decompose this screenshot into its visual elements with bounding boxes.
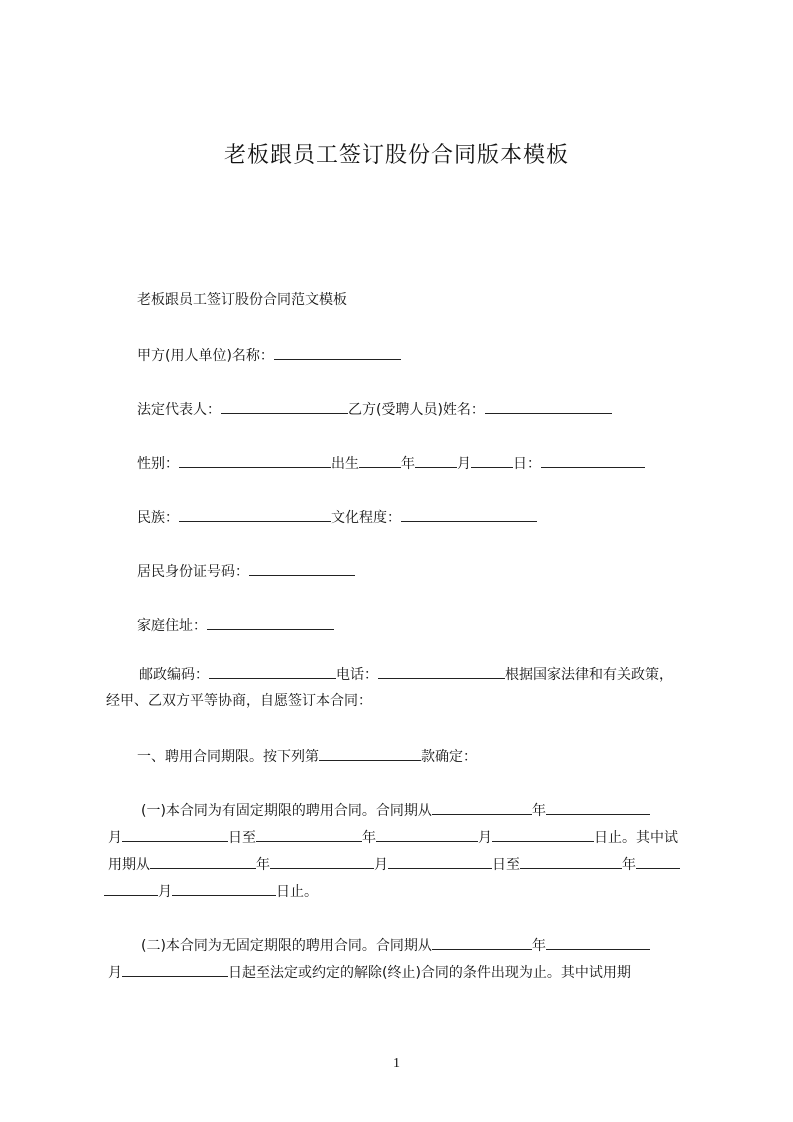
born-label: 出生	[331, 456, 359, 472]
birth-extra-blank[interactable]	[541, 452, 645, 468]
probation-end-month-blank-cont[interactable]	[104, 880, 158, 896]
fixed-start-year-blank[interactable]	[432, 799, 532, 815]
fixed-start-month-blank[interactable]	[546, 799, 650, 815]
id-label: 居民身份证号码：	[137, 564, 249, 580]
fixed-text-4b: 日止。	[276, 884, 318, 900]
birth-year-blank[interactable]	[359, 452, 401, 468]
subtitle: 老板跟员工签订股份合同范文模板	[137, 292, 347, 308]
legal-rep-blank[interactable]	[221, 398, 348, 414]
id-blank[interactable]	[249, 560, 355, 576]
term-clause-blank[interactable]	[319, 745, 421, 761]
term-label: 一、聘用合同期限。按下列第	[137, 749, 319, 765]
party-a-label: 甲方(用人单位)名称：	[137, 348, 274, 364]
fixed-text-1a: (一)本合同为有固定期限的聘用合同。合同期从	[141, 803, 432, 819]
fixed-text-1b: 年	[531, 803, 546, 819]
fixed-text-4a: 月	[158, 884, 172, 900]
document-title: 老板跟员工签订股份合同版本模板	[223, 143, 569, 168]
fixed-text-3c: 月	[374, 857, 388, 873]
page-number: 1	[393, 1056, 400, 1071]
gender-line	[137, 452, 645, 474]
party-a-line	[137, 344, 401, 366]
ethnicity-blank[interactable]	[179, 506, 331, 522]
open-text-1a: (二)本合同为无固定期限的聘用合同。合同期从	[141, 938, 432, 954]
postal-line	[139, 663, 673, 685]
open-line-1	[141, 934, 650, 956]
party-b-blank[interactable]	[485, 398, 612, 414]
phone-label: 电话：	[336, 667, 378, 683]
fixed-start-day-blank[interactable]	[122, 826, 228, 842]
fixed-text-3a: 用期从	[108, 857, 150, 873]
birth-day-blank[interactable]	[471, 452, 513, 468]
probation-end-month-blank[interactable]	[636, 853, 680, 869]
open-text-2a: 月	[108, 965, 122, 981]
year-label: 年	[401, 456, 415, 472]
fixed-end-day-blank[interactable]	[492, 826, 594, 842]
probation-end-year-blank[interactable]	[520, 853, 622, 869]
legal-rep-label: 法定代表人：	[137, 402, 221, 418]
phone-blank[interactable]	[378, 663, 505, 679]
fixed-line-4	[104, 880, 318, 902]
postal-blank[interactable]	[209, 663, 336, 679]
fixed-text-3e: 年	[622, 857, 636, 873]
fixed-line-2	[108, 826, 678, 848]
education-blank[interactable]	[401, 506, 537, 522]
open-start-month-blank[interactable]	[546, 934, 650, 950]
legal-rep-line	[137, 398, 612, 420]
address-blank[interactable]	[207, 614, 334, 630]
open-start-day-blank[interactable]	[122, 961, 228, 977]
fixed-text-2e: 日止。其中试	[594, 830, 678, 846]
open-start-year-blank[interactable]	[432, 934, 532, 950]
ethnicity-line	[137, 506, 537, 528]
fixed-text-2d: 月	[478, 830, 492, 846]
address-label: 家庭住址：	[137, 618, 207, 634]
fixed-line-1	[141, 799, 650, 821]
fixed-text-3d: 日至	[492, 857, 520, 873]
fixed-line-3	[108, 853, 680, 875]
fixed-text-3b: 年	[256, 857, 270, 873]
probation-start-year-blank[interactable]	[150, 853, 256, 869]
probation-start-day-blank[interactable]	[388, 853, 492, 869]
term-line	[137, 745, 477, 767]
fixed-end-month-blank[interactable]	[376, 826, 478, 842]
open-line-2	[108, 961, 631, 983]
probation-end-day-blank[interactable]	[172, 880, 276, 896]
party-b-label: 乙方(受聘人员)姓名：	[348, 402, 485, 418]
open-text-1b: 年	[531, 938, 546, 954]
education-label: 文化程度：	[331, 510, 401, 526]
probation-start-month-blank[interactable]	[270, 853, 374, 869]
birth-month-blank[interactable]	[415, 452, 457, 468]
fixed-text-2c: 年	[362, 830, 376, 846]
fixed-text-2b: 日至	[228, 830, 256, 846]
fixed-end-year-blank[interactable]	[256, 826, 362, 842]
gender-blank[interactable]	[179, 452, 331, 468]
fixed-text-2a: 月	[108, 830, 122, 846]
id-line	[137, 560, 355, 582]
gender-label: 性别：	[137, 456, 179, 472]
ethnicity-label: 民族：	[137, 510, 179, 526]
party-a-blank[interactable]	[274, 344, 401, 360]
postal-text: 根据国家法律和有关政策，	[505, 667, 673, 683]
term-suffix: 款确定：	[421, 749, 477, 765]
address-line	[137, 614, 334, 636]
postal-continuation: 经甲、乙双方平等协商，自愿签订本合同：	[106, 693, 372, 709]
postal-label: 邮政编码：	[139, 667, 209, 683]
open-text-2b: 日起至法定或约定的解除(终止)合同的条件出现为止。其中试用期	[228, 965, 631, 981]
day-label: 日：	[513, 456, 541, 472]
month-label: 月	[457, 456, 471, 472]
